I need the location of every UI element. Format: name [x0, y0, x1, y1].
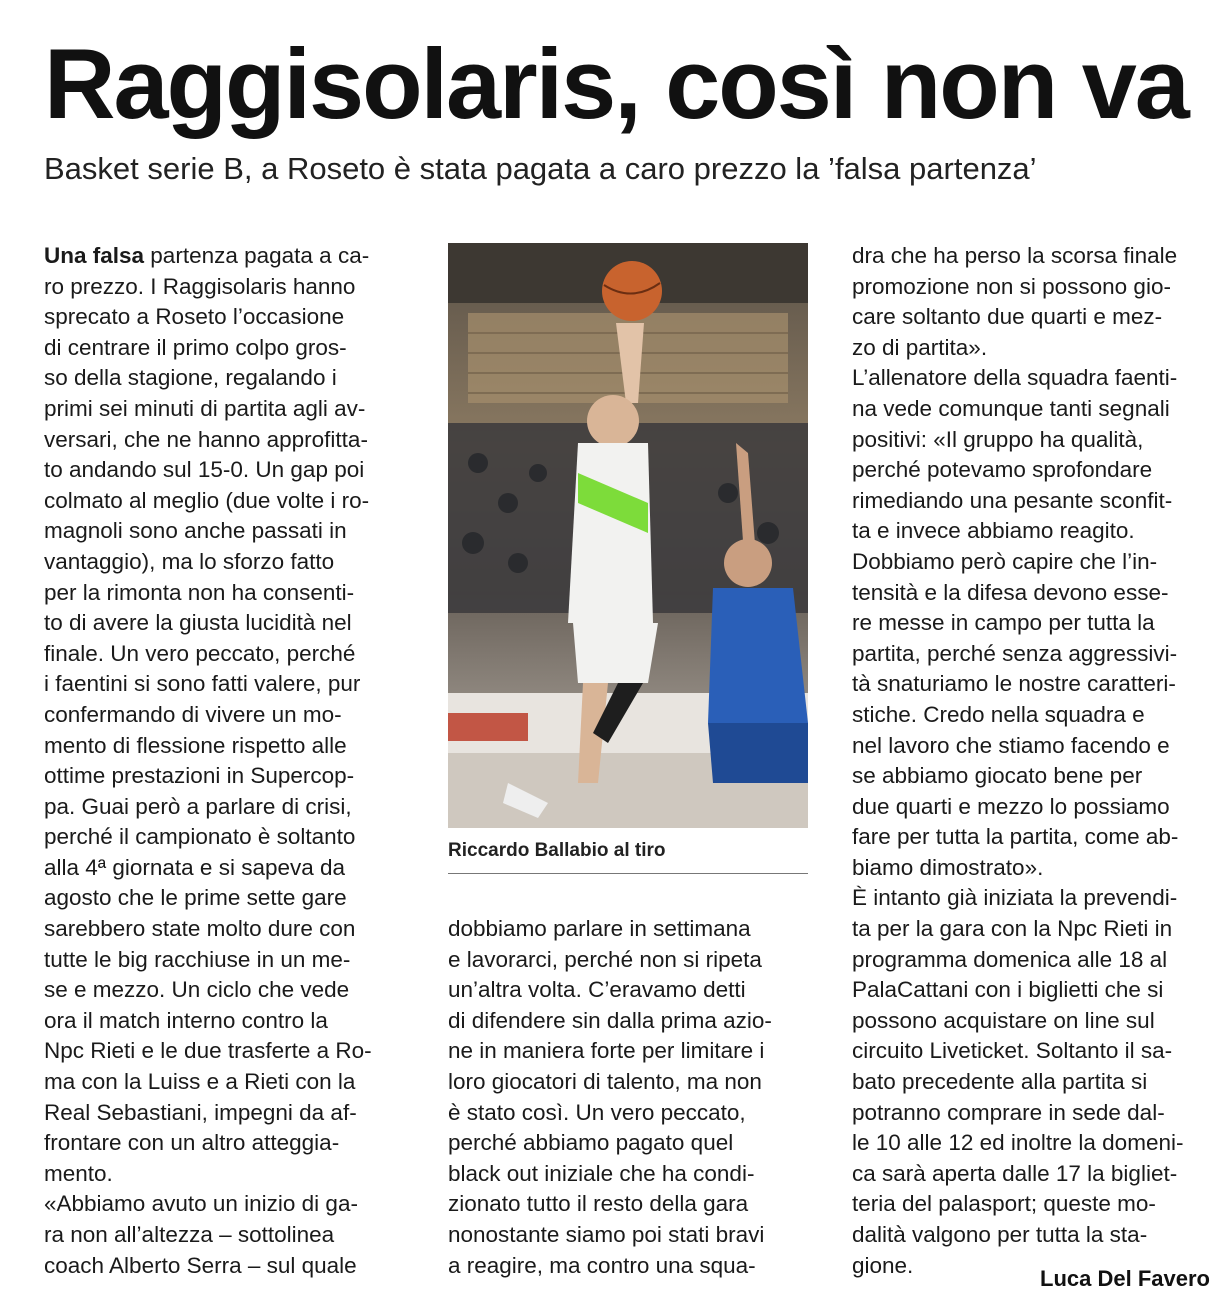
- article-line: tensità e la difesa devono esse-: [852, 579, 1169, 605]
- article-line: un’altra volta. C’eravamo detti: [448, 977, 746, 1003]
- article-line: ca sarà aperta dalle 17 la bigliet-: [852, 1160, 1178, 1186]
- defender-jersey: [708, 588, 808, 723]
- article-line: zionato tutto il resto della gara: [448, 1191, 749, 1217]
- article-line: re messe in campo per tutta la: [852, 610, 1155, 636]
- article-line: versari, che ne hanno approfitta-: [44, 426, 368, 452]
- article-line: colmato al meglio (due volte i ro-: [44, 487, 370, 513]
- article-line: nel lavoro che stiamo facendo e: [852, 732, 1170, 758]
- article-line: so della stagione, regalando i: [44, 365, 337, 391]
- article-line: rimediando una pesante sconfit-: [852, 487, 1173, 513]
- article-line: confermando di vivere un mo-: [44, 701, 342, 727]
- photo-basketball-player: [448, 243, 808, 828]
- article-line: dra che ha perso la scorsa finale: [852, 243, 1178, 268]
- article-line: zo di partita».: [852, 334, 988, 360]
- article-line: dobbiamo parlare in settimana: [448, 916, 751, 941]
- article-line: ora il match interno contro la: [44, 1007, 328, 1033]
- article-line: programma domenica alle 18 al: [852, 946, 1168, 972]
- article-line: bato precedente alla partita si: [852, 1069, 1148, 1095]
- article-line: agosto che le prime sette gare: [44, 885, 347, 911]
- article-line: promozione non si possono gio-: [852, 273, 1171, 299]
- subtitle: Basket serie B, a Roseto è stata pagata a caro prezzo la ’falsa partenza’: [44, 151, 1037, 186]
- article-line: è stato così. Un vero peccato,: [448, 1099, 746, 1125]
- article-line: Npc Rieti e le due trasferte a Ro-: [44, 1038, 372, 1064]
- article-line: mento.: [44, 1160, 113, 1186]
- article-line: È intanto già iniziata la prevendi-: [852, 885, 1178, 911]
- article-line: na vede comunque tanti segnali: [852, 395, 1170, 421]
- article-line: i faentini si sono fatti valere, pur: [44, 671, 361, 697]
- article-line: ta per la gara con la Npc Rieti in: [852, 916, 1173, 942]
- article-line: nonostante siamo poi stati bravi: [448, 1221, 765, 1247]
- basketball: [602, 261, 662, 321]
- player-head: [587, 395, 639, 447]
- article-line: to andando sul 15-0. Un gap poi: [44, 457, 365, 483]
- article-line: se e mezzo. Un ciclo che vede: [44, 977, 350, 1003]
- article-line: di difendere sin dalla prima azio-: [448, 1007, 772, 1033]
- article-line: PalaCattani con i biglietti che si: [852, 977, 1164, 1003]
- article-line: magnoli sono anche passati in: [44, 518, 347, 544]
- article-line: tutte le big racchiuse in un me-: [44, 946, 351, 972]
- article-line: sprecato a Roseto l’occasione: [44, 304, 345, 330]
- article-line: circuito Liveticket. Soltanto il sa-: [852, 1038, 1173, 1064]
- article-line: ta e invece abbiamo reagito.: [852, 518, 1135, 544]
- caption-divider: [448, 873, 808, 874]
- article-line: perché potevamo sprofondare: [852, 457, 1153, 483]
- article-line: to di avere la giusta lucidità nel: [44, 610, 352, 636]
- article-line: L’allenatore della squadra faenti-: [852, 365, 1178, 391]
- article-line: e lavorarci, perché non si ripeta: [448, 946, 762, 972]
- author-byline: Luca Del Favero: [1040, 1266, 1210, 1291]
- article-line: loro giocatori di talento, ma non: [448, 1068, 762, 1094]
- article-line: teria del palasport; queste mo-: [852, 1191, 1156, 1217]
- article-line: se abbiamo giocato bene per: [852, 763, 1143, 789]
- lead-words: Una falsa: [44, 243, 145, 268]
- article-line: sarebbero state molto dure con: [44, 916, 356, 942]
- ad-board-red: [448, 713, 528, 741]
- article-line: perché il campionato è soltanto: [44, 824, 356, 850]
- article-line: ma con la Luiss e a Rieti con la: [44, 1069, 356, 1095]
- article-line: finale. Un vero peccato, perché: [44, 640, 356, 666]
- article-line: due quarti e mezzo lo possiamo: [852, 793, 1170, 819]
- article-line: coach Alberto Serra – sul quale: [44, 1252, 357, 1278]
- article-line: pa. Guai però a parlare di crisi,: [44, 793, 352, 819]
- photo-caption: Riccardo Ballabio al tiro: [448, 840, 666, 861]
- article-line: [44, 241, 406, 272]
- player-shorts: [573, 623, 658, 683]
- article-line: vantaggio), ma lo sforzo fatto: [44, 548, 335, 574]
- headline: Raggisolaris, così non va: [44, 28, 1188, 139]
- article-line: le 10 alle 12 ed inoltre la domeni-: [852, 1130, 1184, 1156]
- article-line: per la rimonta non ha consenti-: [44, 579, 355, 605]
- article-line: gione.: [852, 1252, 914, 1278]
- photo-illustration: [448, 243, 808, 828]
- article-line: positivi: «Il gruppo ha qualità,: [852, 426, 1144, 452]
- defender-shorts: [708, 723, 808, 783]
- article-line: «Abbiamo avuto un inizio di ga-: [44, 1191, 358, 1217]
- article-line-text: partenza pagata a ca-: [144, 243, 370, 268]
- article-line: perché abbiamo pagato quel: [448, 1130, 734, 1156]
- article-line: black out iniziale che ha condi-: [448, 1160, 755, 1186]
- article-column-1: [44, 241, 406, 1281]
- article-line: possono acquistare on line sul: [852, 1007, 1155, 1033]
- article-line: primi sei minuti di partita agli av-: [44, 395, 366, 421]
- article-column-2: [448, 914, 810, 1281]
- article-line: dalità valgono per tutta la sta-: [852, 1222, 1148, 1247]
- article-line: ottime prestazioni in Supercop-: [44, 763, 355, 789]
- article-line: biamo dimostrato».: [852, 854, 1044, 880]
- article-line: care soltanto due quarti e mez-: [852, 304, 1163, 330]
- article-line: Dobbiamo però capire che l’in-: [852, 548, 1158, 574]
- player-jersey: [568, 443, 653, 623]
- article-line: a reagire, ma contro una squa-: [448, 1252, 756, 1278]
- article-line: frontare con un altro atteggia-: [44, 1130, 340, 1156]
- article-line: Real Sebastiani, impegni da af-: [44, 1099, 357, 1125]
- article-line: tà snaturiamo le nostre caratteri-: [852, 671, 1176, 697]
- article-line: potranno comprare in sede dal-: [852, 1099, 1165, 1125]
- article-column-3: [852, 241, 1214, 1281]
- article-line: fare per tutta la partita, come ab-: [852, 824, 1179, 850]
- article-line: stiche. Credo nella squadra e: [852, 701, 1145, 727]
- article-line: partita, perché senza aggressivi-: [852, 640, 1178, 666]
- article-line: mento di flessione rispetto alle: [44, 732, 347, 758]
- article-line: ne in maniera forte per limitare i: [448, 1038, 765, 1064]
- article-line: alla 4ª giornata e si sapeva da: [44, 854, 346, 880]
- article-line: di centrare il primo colpo gros-: [44, 334, 347, 360]
- article-line: ra non all’altezza – sottolinea: [44, 1222, 335, 1247]
- article-line: ro prezzo. I Raggisolaris hanno: [44, 273, 356, 299]
